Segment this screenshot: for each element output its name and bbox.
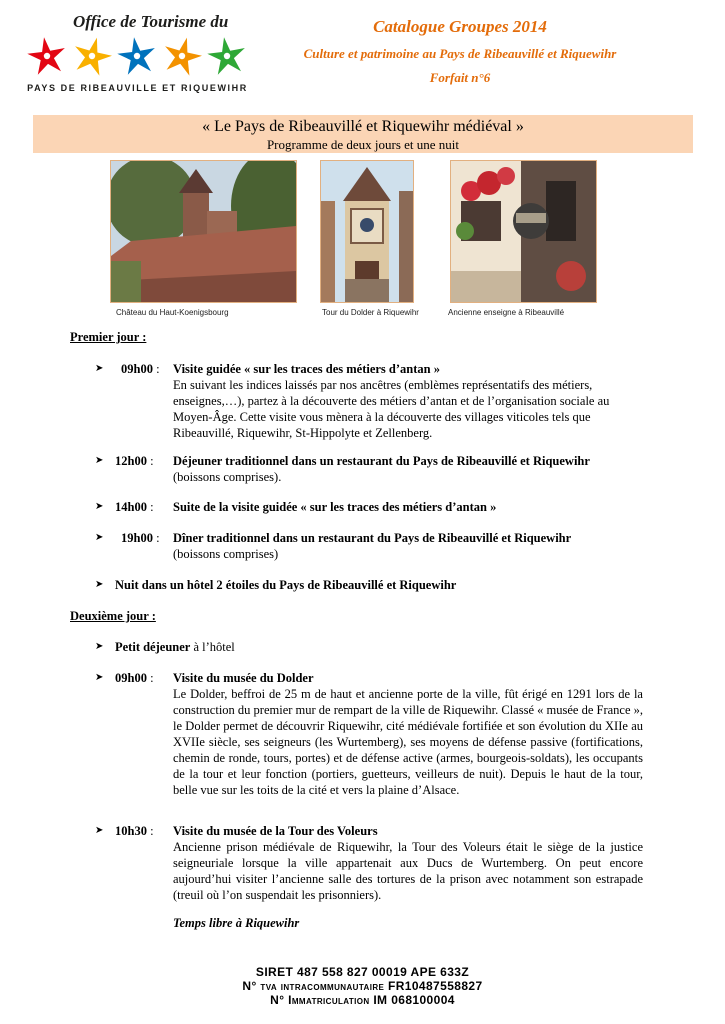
footer-immatriculation: N° Immatriculation IM 068100004 [270,993,455,1007]
item-description: (boissons comprises) [173,547,279,561]
bullet-arrow-icon: ➤ [95,579,104,590]
item-description: En suivant les indices laissés par nos ancêtres (emblèmes représentatifs des métiers, enseignes,…), partez à la découverte des métiers d’antan et de l’organisation sociale au Moyen-Âge. Cette visite vous mènera à la découverte des villages viticoles tels que Ribeauvillé, Riquewihr, St-Hippolyte et Zellenberg. [173,378,610,440]
bullet-arrow-icon: ➤ [95,363,104,374]
item-title: Visite du musée du Dolder [173,671,314,685]
day1-title: Premier jour : [70,330,147,344]
item-description: (boissons comprises). [173,470,282,484]
breakfast-label: Petit déjeuner [115,640,191,654]
catalogue-title: Catalogue Groupes 2014 [373,17,547,36]
bullet-arrow-icon: ➤ [95,532,104,543]
program-title: « Le Pays de Ribeauvillé et Riquewihr médiéval » [202,118,524,135]
night-text: Nuit dans un hôtel 2 étoiles du Pays de Ribeauvillé et Riquewihr [115,578,457,592]
item-description: Le Dolder, beffroi de 25 m de haut et ancienne porte de la ville, fût érigé en 1291 lors de la construction du premier mur de rempart de la ville de Riquewihr. Classé « musée de France », le Dolder permet de découvrir Riquewihr, cité médiévale fortifiée et son évolution du XIIe au XVIIe siècle, ses seigneurs (les Wurtemberg), ses moyens de défense passive (fortifications, chemin de ronde, tours, portes) et de défense active (armes, bourgeois-soldats), les occupants de la tour et leur fonction (portiers, guetteurs, veilleurs de nuit). Depuis le haut de la tour, belle vue sur les toits de la cité et vers la plaine d’Alsace. [173,687,644,797]
bullet-arrow-icon: ➤ [95,641,104,652]
item-time: 19h00 [121,531,153,545]
logo-star-head [134,53,140,59]
breakfast-location: à l’hôtel [190,640,235,654]
item-description: Ancienne prison médiévale de Riquewihr, la Tour des Voleurs était le siège de la justice seigneuriale lorsque la ville appartenait aux Ducs de Wurtemberg. On peut encore aujourd’hui visiter l’ancienne salle des tortures de la prison avec notamment son estrapade (treuil où l’on suspendait les prisonniers). [173,840,643,902]
footer-siret: SIRET 487 558 827 00019 APE 633Z [255,965,470,979]
forfait-number: Forfait n°6 [429,70,491,85]
item-title: Visite guidée « sur les traces des métiers d’antan » [173,362,440,376]
caption-tour-dolder: Tour du Dolder à Riquewihr [322,308,419,317]
bullet-arrow-icon: ➤ [95,501,104,512]
item-title: Visite du musée de la Tour des Voleurs [173,824,378,838]
caption-haut-koenigsbourg: Château du Haut-Koenigsbourg [116,308,229,317]
logo-star-head [179,53,185,59]
item-time: 09h00 [115,671,147,685]
title-band [33,115,693,153]
photo-tour-dolder [320,160,414,303]
footer-tva: N° tva intracommunautaire FR10487558827 [242,979,483,993]
catalogue-subtitle: Culture et patrimoine au Pays de Ribeauvillé et Riquewihr [303,46,617,61]
item-time: 14h00 [115,500,147,514]
item-time: 09h00 [121,362,153,376]
free-time-note: Temps libre à Riquewihr [173,916,300,930]
bullet-arrow-icon: ➤ [95,455,104,466]
logo-subtitle: PAYS DE RIBEAUVILLE ET RIQUEWIHR [27,83,248,93]
logo-star-head [224,53,230,59]
bullet-arrow-icon: ➤ [95,825,104,836]
item-title: Déjeuner traditionnel dans un restaurant du Pays de Ribeauvillé et Riquewihr [173,454,590,468]
bullet-arrow-icon: ➤ [95,672,104,683]
logo-script-text: Office de Tourisme du [73,12,229,31]
logo-stars-icon [25,34,250,80]
photo-haut-koenigsbourg [110,160,297,303]
item-title: Dîner traditionnel dans un restaurant du Pays de Ribeauvillé et Riquewihr [173,531,572,545]
item-title: Suite de la visite guidée « sur les traces des métiers d’antan » [173,500,497,514]
item-time: 12h00 [115,454,147,468]
logo-star-head [89,53,95,59]
office-tourisme-logo [25,12,250,97]
caption-ancienne-enseigne: Ancienne enseigne à Ribeauvillé [448,308,565,317]
photo-ancienne-enseigne [450,160,597,303]
day2-title: Deuxième jour : [70,609,156,623]
item-time: 10h30 [115,824,147,838]
logo-star-head [44,53,50,59]
program-subtitle: Programme de deux jours et une nuit [266,137,460,152]
